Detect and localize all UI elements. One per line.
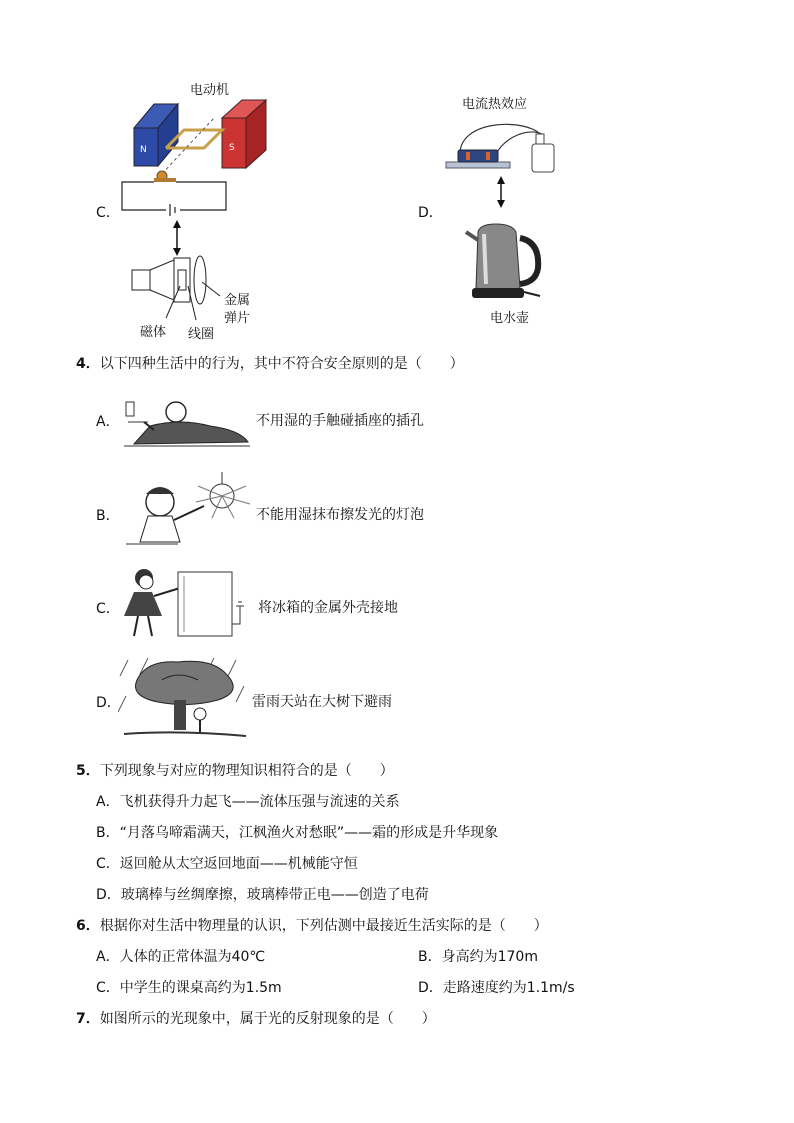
q6-stem [76, 915, 548, 935]
kettle-label: 电水壶 [490, 311, 530, 326]
q4-option-c-text: 将冰箱的金属外壳接地 [258, 600, 398, 616]
speaker-magnet-label: 磁体 [140, 325, 167, 340]
q5-option-a-text: 飞机获得升力起飞——流体压强与流速的关系 [119, 794, 400, 810]
q4-option-a-letter: A． [96, 414, 120, 430]
q6-option-c-text: 中学生的课桌高约为1.5m [119, 980, 282, 996]
q6-option-b-letter: B． [418, 949, 442, 965]
q4-option-a-image [120, 396, 254, 452]
q6-option-c [96, 977, 282, 997]
q4-option-c-image [118, 566, 258, 642]
q6-option-d [418, 977, 575, 997]
q4-option-d-image [118, 656, 252, 742]
q4-option-a-text: 不用湿的手触碰插座的插孔 [256, 413, 424, 429]
q6-stem-text: 根据你对生活中物理量的认识，下列估测中最接近生活实际的是（ ） [99, 918, 548, 934]
q5-option-b-letter: B． [96, 825, 120, 841]
q5-number: 5． [76, 763, 100, 779]
q3-option-d-letter: D． [418, 205, 443, 221]
q5-option-d-letter: D． [96, 887, 121, 903]
q4-stem-text: 以下四种生活中的行为，其中不符合安全原则的是（ ） [99, 356, 464, 372]
q5-option-c-text: 返回舱从太空返回地面——机械能守恒 [119, 856, 358, 872]
q4-option-b-text: 不能用湿抹布擦发光的灯泡 [256, 507, 424, 523]
q6-option-b-text: 身高约为170m [441, 949, 538, 965]
speaker-spring-label-1: 金属 [224, 293, 251, 308]
q4-option-b-letter: B． [96, 508, 120, 524]
q7-stem-text: 如图所示的光现象中，属于光的反射现象的是（ ） [99, 1011, 436, 1027]
q4-option-b-image [118, 472, 258, 554]
q5-stem [76, 760, 394, 780]
q6-option-b [418, 946, 538, 966]
motor-speaker-diagram [118, 78, 288, 348]
q5-option-c [96, 853, 358, 873]
magnet-s-label: S [229, 143, 235, 153]
speaker-spring-label-2: 弹片 [224, 311, 251, 326]
q6-option-d-letter: D． [418, 980, 443, 996]
q6-number: 6． [76, 918, 100, 934]
q6-option-d-text: 走路速度约为1.1m/s [442, 980, 575, 996]
q7-stem [76, 1008, 436, 1028]
q3-option-c-letter: C． [96, 205, 120, 221]
q6-option-a-letter: A． [96, 949, 120, 965]
q4-option-d-text: 雷雨天站在大树下避雨 [252, 694, 392, 710]
q6-option-c-letter: C． [96, 980, 120, 996]
q5-option-b-text: “月落乌啼霜满天，江枫渔火对愁眠”——霜的形成是升华现象 [119, 825, 499, 841]
q5-option-d [96, 884, 429, 904]
q5-option-a-letter: A． [96, 794, 120, 810]
q5-stem-text: 下列现象与对应的物理知识相符合的是（ ） [99, 763, 394, 779]
q5-option-b [96, 822, 498, 842]
q4-number: 4． [76, 356, 100, 372]
q7-number: 7． [76, 1011, 100, 1027]
q5-option-d-text: 玻璃棒与丝绸摩擦，玻璃棒带正电——创造了电荷 [120, 887, 429, 903]
q4-stem [76, 353, 464, 373]
motor-label: 电动机 [190, 83, 230, 98]
heating-effect-label: 电流热效应 [462, 97, 528, 112]
magnet-n-label: N [140, 145, 147, 155]
speaker-coil-label: 线圈 [188, 327, 215, 342]
q4-option-d-letter: D． [96, 695, 121, 711]
q4-option-c-letter: C． [96, 601, 120, 617]
q5-option-a [96, 791, 400, 811]
q6-option-a [96, 946, 265, 966]
heating-kettle-diagram [436, 92, 576, 332]
q6-option-a-text: 人体的正常体温为40℃ [119, 949, 266, 965]
q5-option-c-letter: C． [96, 856, 120, 872]
